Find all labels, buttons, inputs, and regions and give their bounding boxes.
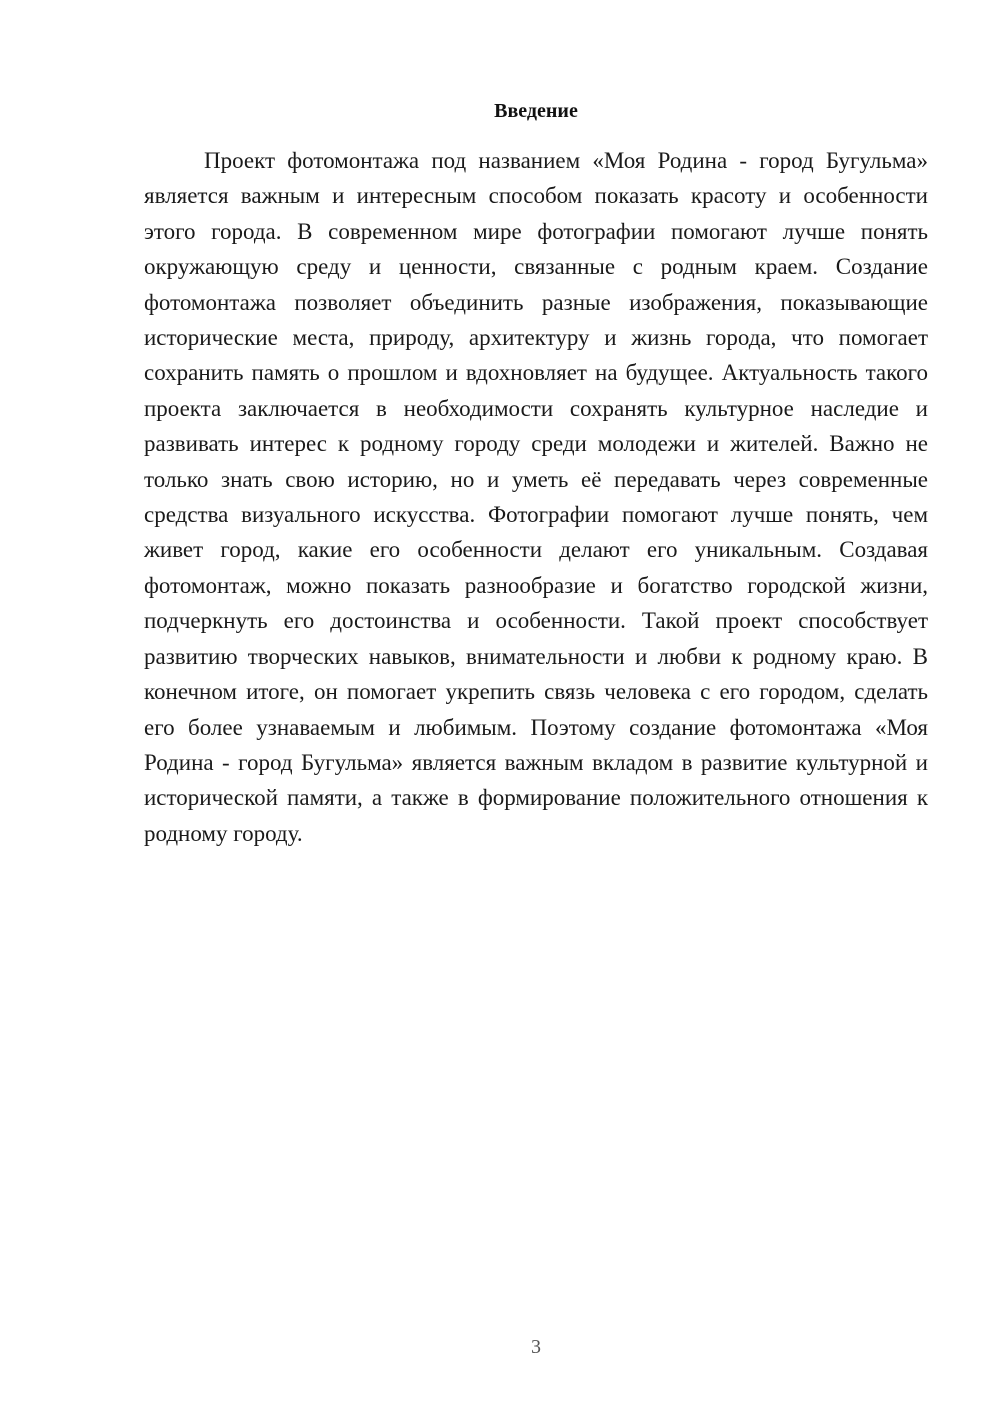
page-number: 3 [531,1336,541,1358]
body-paragraph: Проект фотомонтажа под названием «Моя Родина - город Бугульма» является важным и интересным способом показать красоту и особенности этого города. В современном мире фотографии помогают лучше понять окружающую среду и ценности, связанные с родным краем. Создание фотомонтажа позволяет объединить разные изображения, показывающие исторические места, природу, архитектуру и жизнь города, что помогает сохранить память о прошлом и вдохновляет на будущее. Актуальность такого проекта заключается в необходимости сохранять культурное наследие и развивать интерес к родному городу среди молодежи и жителей. Важно не только знать свою историю, но и уметь её передавать через современные средства визуального искусства. Фотографии помогают лучше понять, чем живет город, какие его особенности делают его уникальным. Создавая фотомонтаж, можно показать разнообразие и богатство городской жизни, подчеркнуть его достоинства и особенности. Такой проект способствует развитию творческих навыков, внимательности и любви к родному краю. В конечном итоге, он помогает укрепить связь человека с его городом, сделать его более узнаваемым и любимым. Поэтому создание фотомонтажа «Моя Родина - город Бугульма» является важным вкладом в развитие культурной и исторической памяти, а также в формирование положительного отношения к родному городу. [144,148,928,846]
section-heading: Введение [494,100,578,122]
